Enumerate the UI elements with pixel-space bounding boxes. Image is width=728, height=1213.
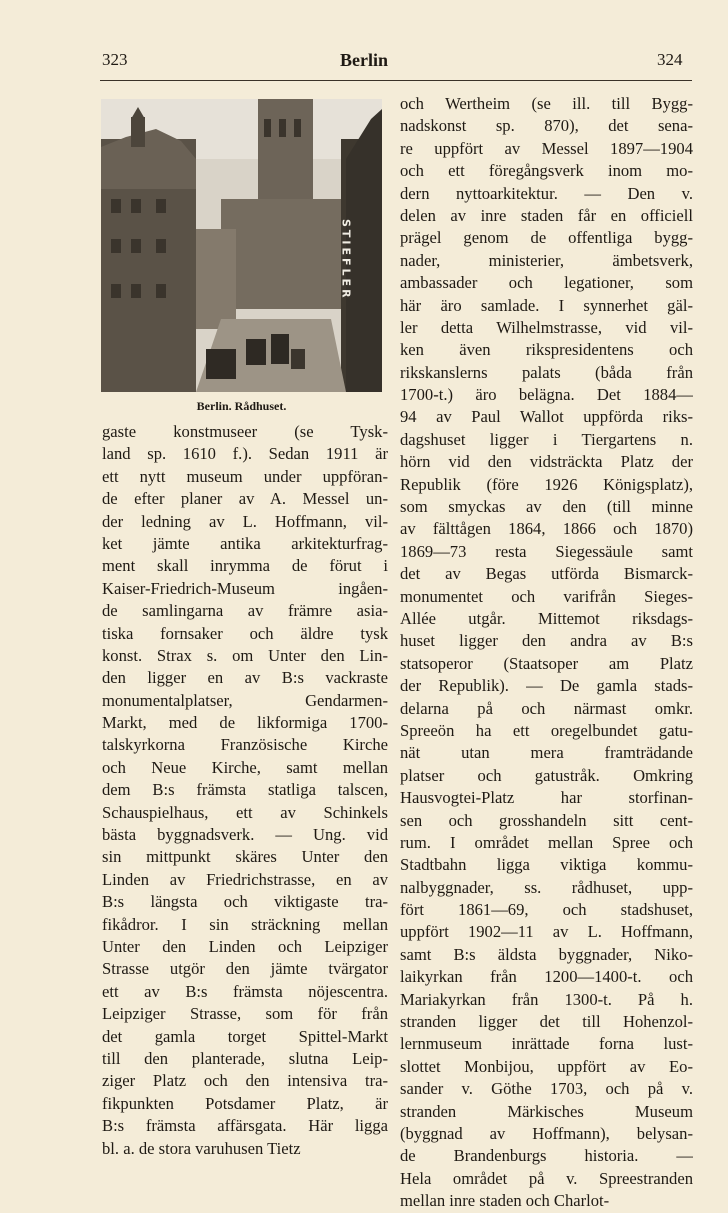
text-line: ett nytt museum under uppföran- [102,466,388,486]
text-line: monumentet och varifrån Sieges- [400,586,693,606]
page-number-right: 324 [657,50,683,69]
text-line: der ledning av L. Hoffmann, vil- [102,511,388,531]
text-line: nalbyggnader, ss. rådhuset, upp- [400,877,693,897]
text-line: nadskonst sp. 870), det sena- [400,116,693,136]
text-line: monumentalplatser, Gendarmen- [102,690,388,710]
text-line: stranden ligger det till Hohenzol- [400,1012,693,1032]
text-line: Spreeön ha ett oregelbundet gatu- [400,720,693,740]
text-line: Markt, med de likformiga 1700- [102,713,388,733]
text-line: platser och gatustråk. Omkring [400,765,693,785]
text-line: Strasse utgör den jämte tvärgator [102,959,388,979]
text-line: ett av B:s främsta nöjescentra. [102,981,388,1001]
text-line: nät utan mera framträdande [400,743,693,763]
text-line: konst. Strax s. om Unter den Lin- [102,645,388,665]
text-line: nader, ministerier, ämbetsverk, [400,250,693,270]
text-line: Republik (före 1926 Königsplatz), [400,474,693,494]
text-line: Linden av Friedrichstrasse, en av [102,869,388,889]
text-line: lernmuseum inrättade forna lust- [400,1034,693,1054]
text-line: och Wertheim (se ill. till Bygg- [400,94,693,113]
text-line: ket jämte antika arkitekturfrag- [102,533,388,553]
text-line: bästa byggnadsverk. — Ung. vid [102,825,388,845]
text-line: rikskanslerns palats (båda från [400,362,693,382]
text-line: och Neue Kirche, samt mellan [102,757,388,777]
text-line: uppfört 1902—11 av L. Hoffmann, [400,922,693,942]
photo-caption: Berlin. Rådhuset. [196,399,287,413]
text-line: 1700-t.) äro belägna. Det 1884— [400,385,693,405]
page-number-left: 323 [102,50,128,69]
text-line: fikpunkten Potsdamer Platz, är [102,1093,388,1113]
text-line: sen och grosshandeln sitt cent- [400,810,693,830]
left-text-column [102,421,388,1160]
right-text-column [400,93,693,1213]
text-line: av fälttågen 1864, 1866 och 1870) [400,519,693,539]
text-line: dern nyttoarkitektur. — Den v. [400,183,693,203]
text-line: 94 av Paul Wallot uppförda riks- [400,407,693,427]
berlin-town-hall-photo [101,99,382,392]
text-line: Hausvogtei-Platz har storfinan- [400,788,693,808]
page-title: Berlin [340,50,388,70]
text-line: Allée utgår. Mittemot riksdags- [400,608,693,628]
text-line: Schauspielhaus, ett av Schinkels [102,802,388,822]
text-line: der Republik). — De gamla stads- [400,676,693,696]
text-line: talskyrkorna Französische Kirche [102,735,388,755]
text-line: här äro samlade. I synnerhet gäl- [400,295,693,315]
text-line: stranden Märkisches Museum [400,1101,693,1121]
text-line: Leipziger Strasse, som för från [102,1004,388,1024]
text-line: laikyrkan från 1200—1400-t. och [400,967,693,987]
text-line: det av Begas utförda Bismarck- [400,564,693,584]
text-line: och ett föregångsverk inom mo- [400,161,693,181]
text-line: statsoperor (Staatsoper am Platz [400,653,693,673]
text-line: till den planterade, slutna Leip- [102,1048,388,1068]
text-line: de samlingarna av främre asia- [102,601,388,621]
text-line: som smyckas av den (till minne [400,497,693,517]
text-line: bl. a. de stora varuhusen Tietz [102,1138,301,1158]
text-line: ziger Platz och den intensiva tra- [102,1071,388,1091]
text-line: hörn vid den vidsträckta Platz der [400,452,693,472]
text-line: 1869—73 resta Siegessäule samt [400,541,693,561]
header-rule [100,80,692,81]
text-line: delen av inre staden får en officiell [400,205,693,225]
text-line: delarna på och närmast omkr. [400,698,693,718]
text-line: dem B:s främsta statliga talscen, [102,780,388,800]
text-line: Stadtbahn ligga viktiga kommu- [400,855,693,875]
text-line: Mariakyrkan från 1300-t. På h. [400,989,693,1009]
text-line: sander v. Göthe 1703, och på v. [400,1079,693,1099]
text-line: huset ligger den andra av B:s [400,631,693,651]
text-line: det gamla torget Spittel-Markt [102,1026,388,1046]
text-line: rum. I området mellan Spree och [400,832,693,852]
text-line: Unter den Linden och Leipziger [102,936,388,956]
text-line: ment skall inrymma de förut i [102,556,388,576]
text-line: Hela området på v. Spreestranden [400,1168,693,1188]
text-line: fikådror. I sin sträckning mellan [102,914,388,934]
text-line: Kaiser-Friedrich-Museum ingåen- [102,578,388,598]
text-line: den ligger en av B:s vackraste [102,668,388,688]
text-line: de Brandenburgs historia. — [400,1146,693,1166]
text-line: tiska fornsaker och äldre tysk [102,623,388,643]
text-line: ambassader och legationer, som [400,273,693,293]
text-line: ler detta Wilhelmstrasse, vid vil- [400,317,693,337]
photo-sign-text: STIEFLER [339,219,353,301]
text-line: re uppfört av Messel 1897—1904 [400,138,693,158]
text-line: B:s längsta och viktigaste tra- [102,892,388,912]
text-line: sin mittpunkt skäres Unter den [102,847,388,867]
text-line: B:s främsta affärsgata. Här ligga [102,1116,388,1136]
text-line: gaste konstmuseer (se Tysk- [102,422,388,441]
text-line: samt B:s äldsta byggnader, Niko- [400,944,693,964]
text-line: (byggnad av Hoffmann), belysan- [400,1123,693,1143]
text-line: fört 1861—69, och stadshuset, [400,900,693,920]
text-line: mellan inre staden och Charlot- [400,1191,610,1211]
text-line: land sp. 1610 f.). Sedan 1911 är [102,444,388,464]
text-line: slottet Monbijou, uppfört av Eo- [400,1056,693,1076]
text-line: de efter planer av A. Messel un- [102,489,388,509]
text-line: dagshuset ligger i Tiergartens n. [400,429,693,449]
text-line: ken även rikspresidentens och [400,340,693,360]
text-line: prägel genom de offentliga bygg- [400,228,693,248]
